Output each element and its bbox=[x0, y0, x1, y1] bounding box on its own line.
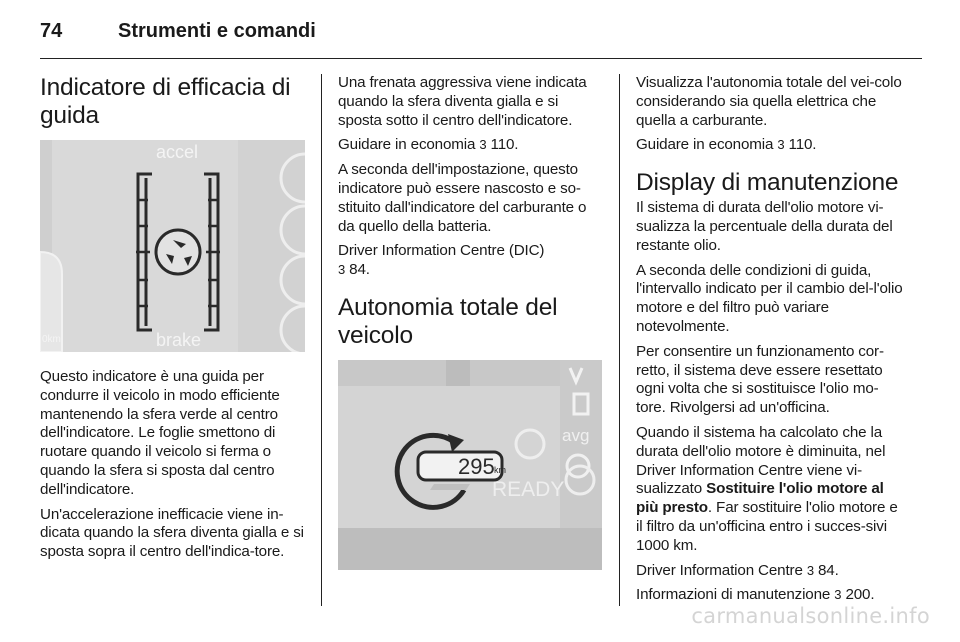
paragraph-efficiency-intro: Questo indicatore è una guida per condurre il veicolo in modo efficiente mantenendo la sfera verde al centro dell'indicatore. Le foglie smettono di ruotare quando il veicolo si ferma o quando la sfera si sposta dal centro dell'indicatore. bbox=[40, 368, 280, 498]
cross-reference-icon: 3 bbox=[777, 137, 785, 153]
paragraph-dic-ref: Driver Information Centre (DIC) 3 84. bbox=[338, 242, 545, 279]
paragraph-change-oil: Quando il sistema ha calcolato che la durata dell'olio motore è diminuita, nel Driver Information Centre viene vi-sualizzato Sostituire l'olio motore al più presto. Far sostituire l'olio motore e il filtro da un'officina entro i succes-sivi 1000 km. bbox=[636, 423, 898, 554]
paragraph-economy-ref: Guidare in economia 3 110. bbox=[338, 136, 519, 154]
page-header bbox=[40, 16, 922, 52]
page-number: 74 bbox=[40, 20, 63, 42]
brake-label: brake bbox=[156, 330, 202, 350]
avg-label: avg bbox=[562, 425, 590, 445]
paragraph-economy-ref: Guidare in economia 3 110. bbox=[636, 136, 817, 154]
change-oil-message: Sostituire l'olio motore al più presto bbox=[636, 480, 884, 517]
column-2 bbox=[338, 74, 604, 570]
efficiency-gauge-illustration bbox=[40, 140, 305, 352]
km-label: 0km bbox=[42, 334, 61, 345]
section-title: Strumenti e comandi bbox=[118, 20, 316, 42]
paragraph-maintenance-ref: Informazioni di manutenzione 3 200. bbox=[636, 586, 875, 604]
cross-reference-icon: 3 bbox=[338, 262, 346, 278]
range-value: 295 bbox=[458, 453, 495, 479]
accel-label: accel bbox=[156, 142, 199, 162]
cross-reference-icon: 3 bbox=[479, 137, 487, 153]
paragraph-dic-ref: Driver Information Centre 3 84. bbox=[636, 561, 839, 579]
range-unit: km bbox=[494, 464, 506, 475]
column-divider-1 bbox=[321, 74, 322, 606]
total-range-figure bbox=[338, 360, 602, 570]
efficiency-indicator-figure bbox=[40, 140, 305, 352]
paragraph-range-description: Visualizza l'autonomia totale del vei-colo considerando sia quella elettrica che quella a carburante. bbox=[636, 74, 902, 129]
paragraph-reset: Per consentire un funzionamento cor-retto, il sistema deve essere resettato ogni volta che si sostituisce l'olio mo-tore. Rivolgersi ad un'officina. bbox=[636, 342, 884, 417]
column-divider-2 bbox=[619, 74, 620, 606]
paragraph-oil-life: Il sistema di durata dell'olio motore vi-sualizza la percentuale della durata del restante olio. bbox=[636, 199, 893, 254]
cross-reference-icon: 3 bbox=[806, 562, 814, 578]
column-3 bbox=[636, 74, 904, 611]
paragraph-braking: Una frenata aggressiva viene indicata quando la sfera diventa gialla e si sposta sotto il centro dell'indicatore. bbox=[338, 74, 587, 129]
watermark: carmanualsonline.info bbox=[691, 604, 930, 628]
paragraph-settings: A seconda dell'impostazione, questo indicatore può essere nascosto e so-stituito dall'indicatore del carburante o da quello della batteria. bbox=[338, 161, 587, 235]
heading-efficiency-indicator: Indicatore di efficacia di guida bbox=[40, 74, 291, 129]
ready-label: READY bbox=[492, 477, 565, 501]
heading-maintenance-display: Display di manutenzione bbox=[636, 169, 899, 197]
header-rule bbox=[40, 58, 922, 59]
paragraph-driving-conditions: A seconda delle condizioni di guida, l'intervallo indicato per il cambio del-l'olio motore e del filtro può variare notevolmente. bbox=[636, 261, 903, 335]
paragraph-acceleration: Un'accelerazione inefficacie viene in-dicata quando la sfera diventa gialla e si sposta sopra il centro dell'indica-tore. bbox=[40, 505, 304, 561]
column-1 bbox=[40, 74, 305, 568]
heading-total-range: Autonomia totale del veicolo bbox=[338, 293, 558, 349]
cross-reference-icon: 3 bbox=[834, 587, 842, 603]
